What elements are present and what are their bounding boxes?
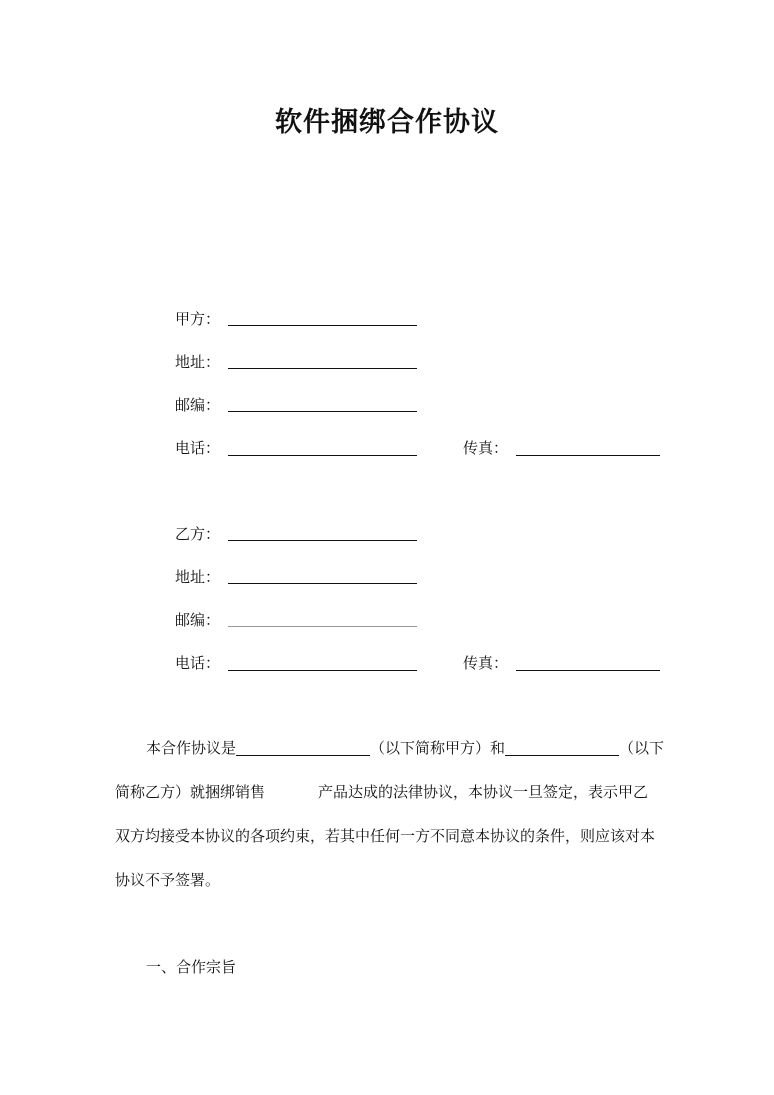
party-a-label: 甲方： (175, 310, 221, 328)
intro-line-4: 协议不予签署。 (115, 871, 221, 889)
party-b-fax-line[interactable] (516, 670, 660, 671)
party-a-address-line[interactable] (228, 368, 417, 369)
party-a-phone-line[interactable] (228, 455, 417, 456)
party-b-name-line[interactable] (228, 540, 417, 541)
party-b-address-line[interactable] (228, 583, 417, 584)
section-heading-1: 一、合作宗旨 (146, 958, 237, 976)
intro-line-2 (115, 782, 660, 802)
party-a-address-label: 地址： (175, 353, 221, 371)
intro-seg-3: （以下 (619, 739, 665, 757)
party-a-postcode-line[interactable] (228, 411, 417, 412)
party-a-blank[interactable] (236, 739, 370, 756)
intro-seg-1: 本合作协议是 (146, 739, 237, 757)
intro-line-1 (146, 738, 691, 758)
party-b-postcode-label: 邮编： (175, 611, 221, 629)
party-a-fax-label: 传真： (463, 439, 509, 457)
intro-line-2-b: 产品达成的法律协议，本协议一旦签定，表示甲乙 (318, 783, 649, 801)
party-b-blank[interactable] (505, 739, 619, 756)
party-a-name-line[interactable] (228, 325, 417, 326)
party-b-fax-label: 传真： (463, 654, 509, 672)
party-b-phone-line[interactable] (228, 670, 417, 671)
intro-line-3: 双方均接受本协议的各项约束，若其中任何一方不同意本协议的条件，则应该对本 (115, 827, 656, 845)
party-b-postcode-line[interactable] (228, 626, 417, 627)
intro-line-2-a: 简称乙方）就捆绑销售 (115, 783, 266, 801)
document-title: 软件捆绑合作协议 (275, 107, 499, 138)
party-b-address-label: 地址： (175, 568, 221, 586)
party-b-label: 乙方： (175, 525, 221, 543)
intro-seg-2: （以下简称甲方）和 (370, 739, 506, 757)
party-b-phone-label: 电话： (175, 654, 221, 672)
party-a-phone-label: 电话： (175, 439, 221, 457)
party-a-fax-line[interactable] (516, 455, 660, 456)
party-a-postcode-label: 邮编： (175, 396, 221, 414)
